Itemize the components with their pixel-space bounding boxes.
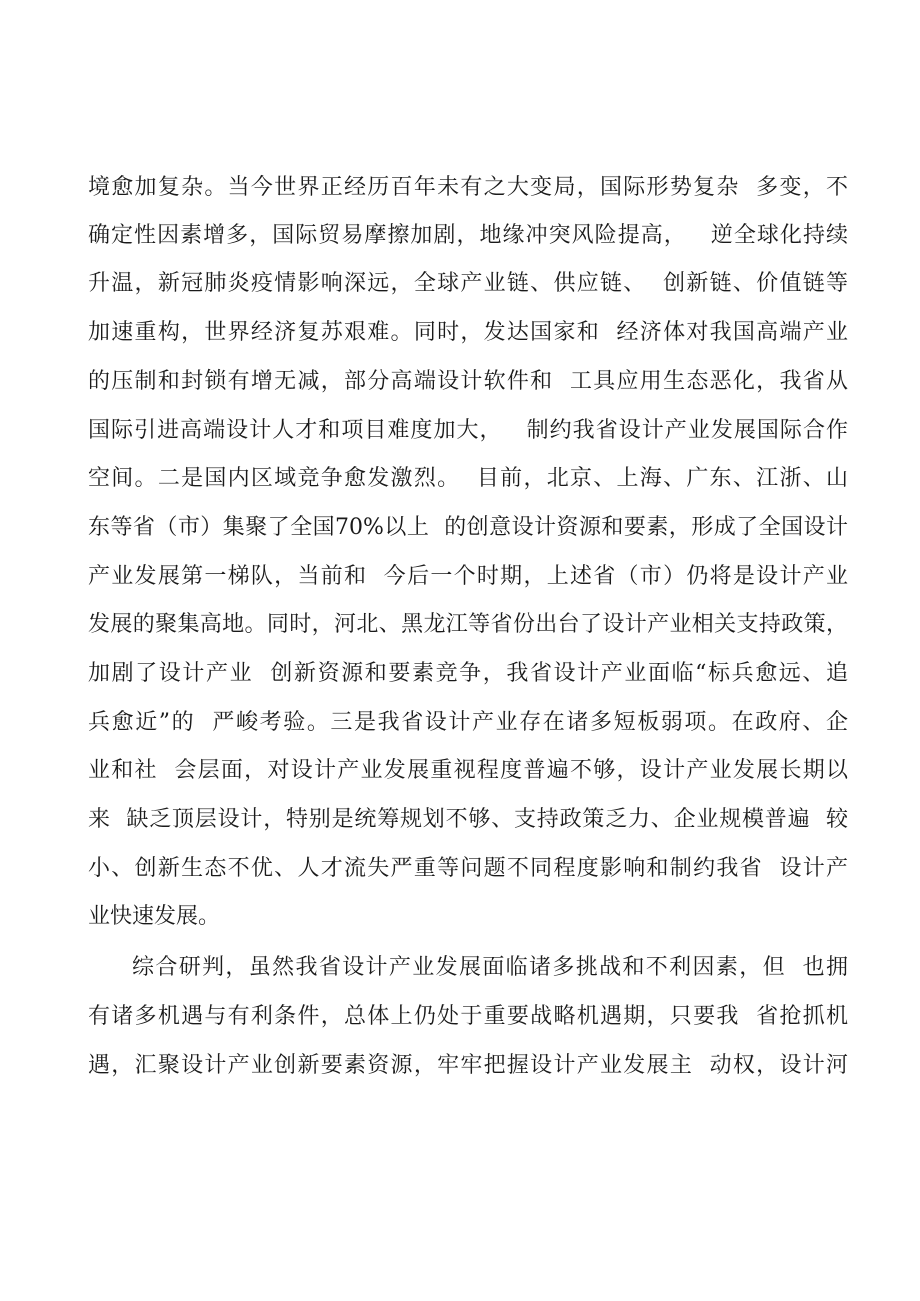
text-line: 发展的聚集高地。同时，河北、黑龙江等省份出台了设计产业相关支持政策， (88, 612, 848, 637)
text-line: 加速重构，世界经济复苏艰难。同时，发达国家和 经济体对我国高端产业 (88, 320, 848, 345)
text-line: 产业发展第一梯队，当前和 今后一个时期，上述省（市）仍将是设计产业 (88, 564, 848, 589)
text-line: 业和社 会层面，对设计产业发展重视程度普遍不够，设计产业发展长期以 (88, 758, 848, 783)
text-line: 兵愈近”的 严峻考验。三是我省设计产业存在诸多短板弱项。在政府、企 (88, 710, 848, 735)
text-line-paragraph-end: 业快速发展。 (88, 904, 221, 929)
text-line: 有诸多机遇与有利条件，总体上仍处于重要战略机遇期，只要我 省抢抓机 (88, 1004, 848, 1029)
text-line: 空间。二是国内区域竞争愈发激烈。 目前，北京、上海、广东、江浙、山 (88, 466, 848, 491)
text-line: 国际引进高端设计人才和项目难度加大， 制约我省设计产业发展国际合作 (88, 418, 848, 443)
text-line: 小、创新生态不优、人才流失严重等问题不同程度影响和制约我省 设计产 (88, 856, 848, 881)
text-line: 的压制和封锁有增无减，部分高端设计软件和 工具应用生态恶化，我省从 (88, 369, 848, 394)
text-line: 遇，汇聚设计产业创新要素资源，牢牢把握设计产业发展主 动权，设计河 (88, 1053, 848, 1078)
text-line: 境愈加复杂。当今世界正经历百年未有之大变局，国际形势复杂 多变，不 (88, 175, 848, 200)
text-line: 东等省（市）集聚了全国70%以上 的创意设计资源和要素，形成了全国设计 (88, 515, 848, 540)
text-line: 加剧了设计产业 创新资源和要素竞争，我省设计产业面临“标兵愈远、追 (88, 661, 848, 686)
text-line: 来 缺乏顶层设计，特别是统筹规划不够、支持政策乏力、企业规模普遍 较 (88, 807, 848, 832)
text-line: 确定性因素增多，国际贸易摩擦加剧，地缘冲突风险提高， 逆全球化持续 (88, 223, 848, 248)
text-line: 升温，新冠肺炎疫情影响深远，全球产业链、供应链、 创新链、价值链等 (88, 271, 848, 296)
text-line-paragraph-start: 综合研判，虽然我省设计产业发展面临诸多挑战和不利因素，但 也拥 (132, 955, 848, 980)
